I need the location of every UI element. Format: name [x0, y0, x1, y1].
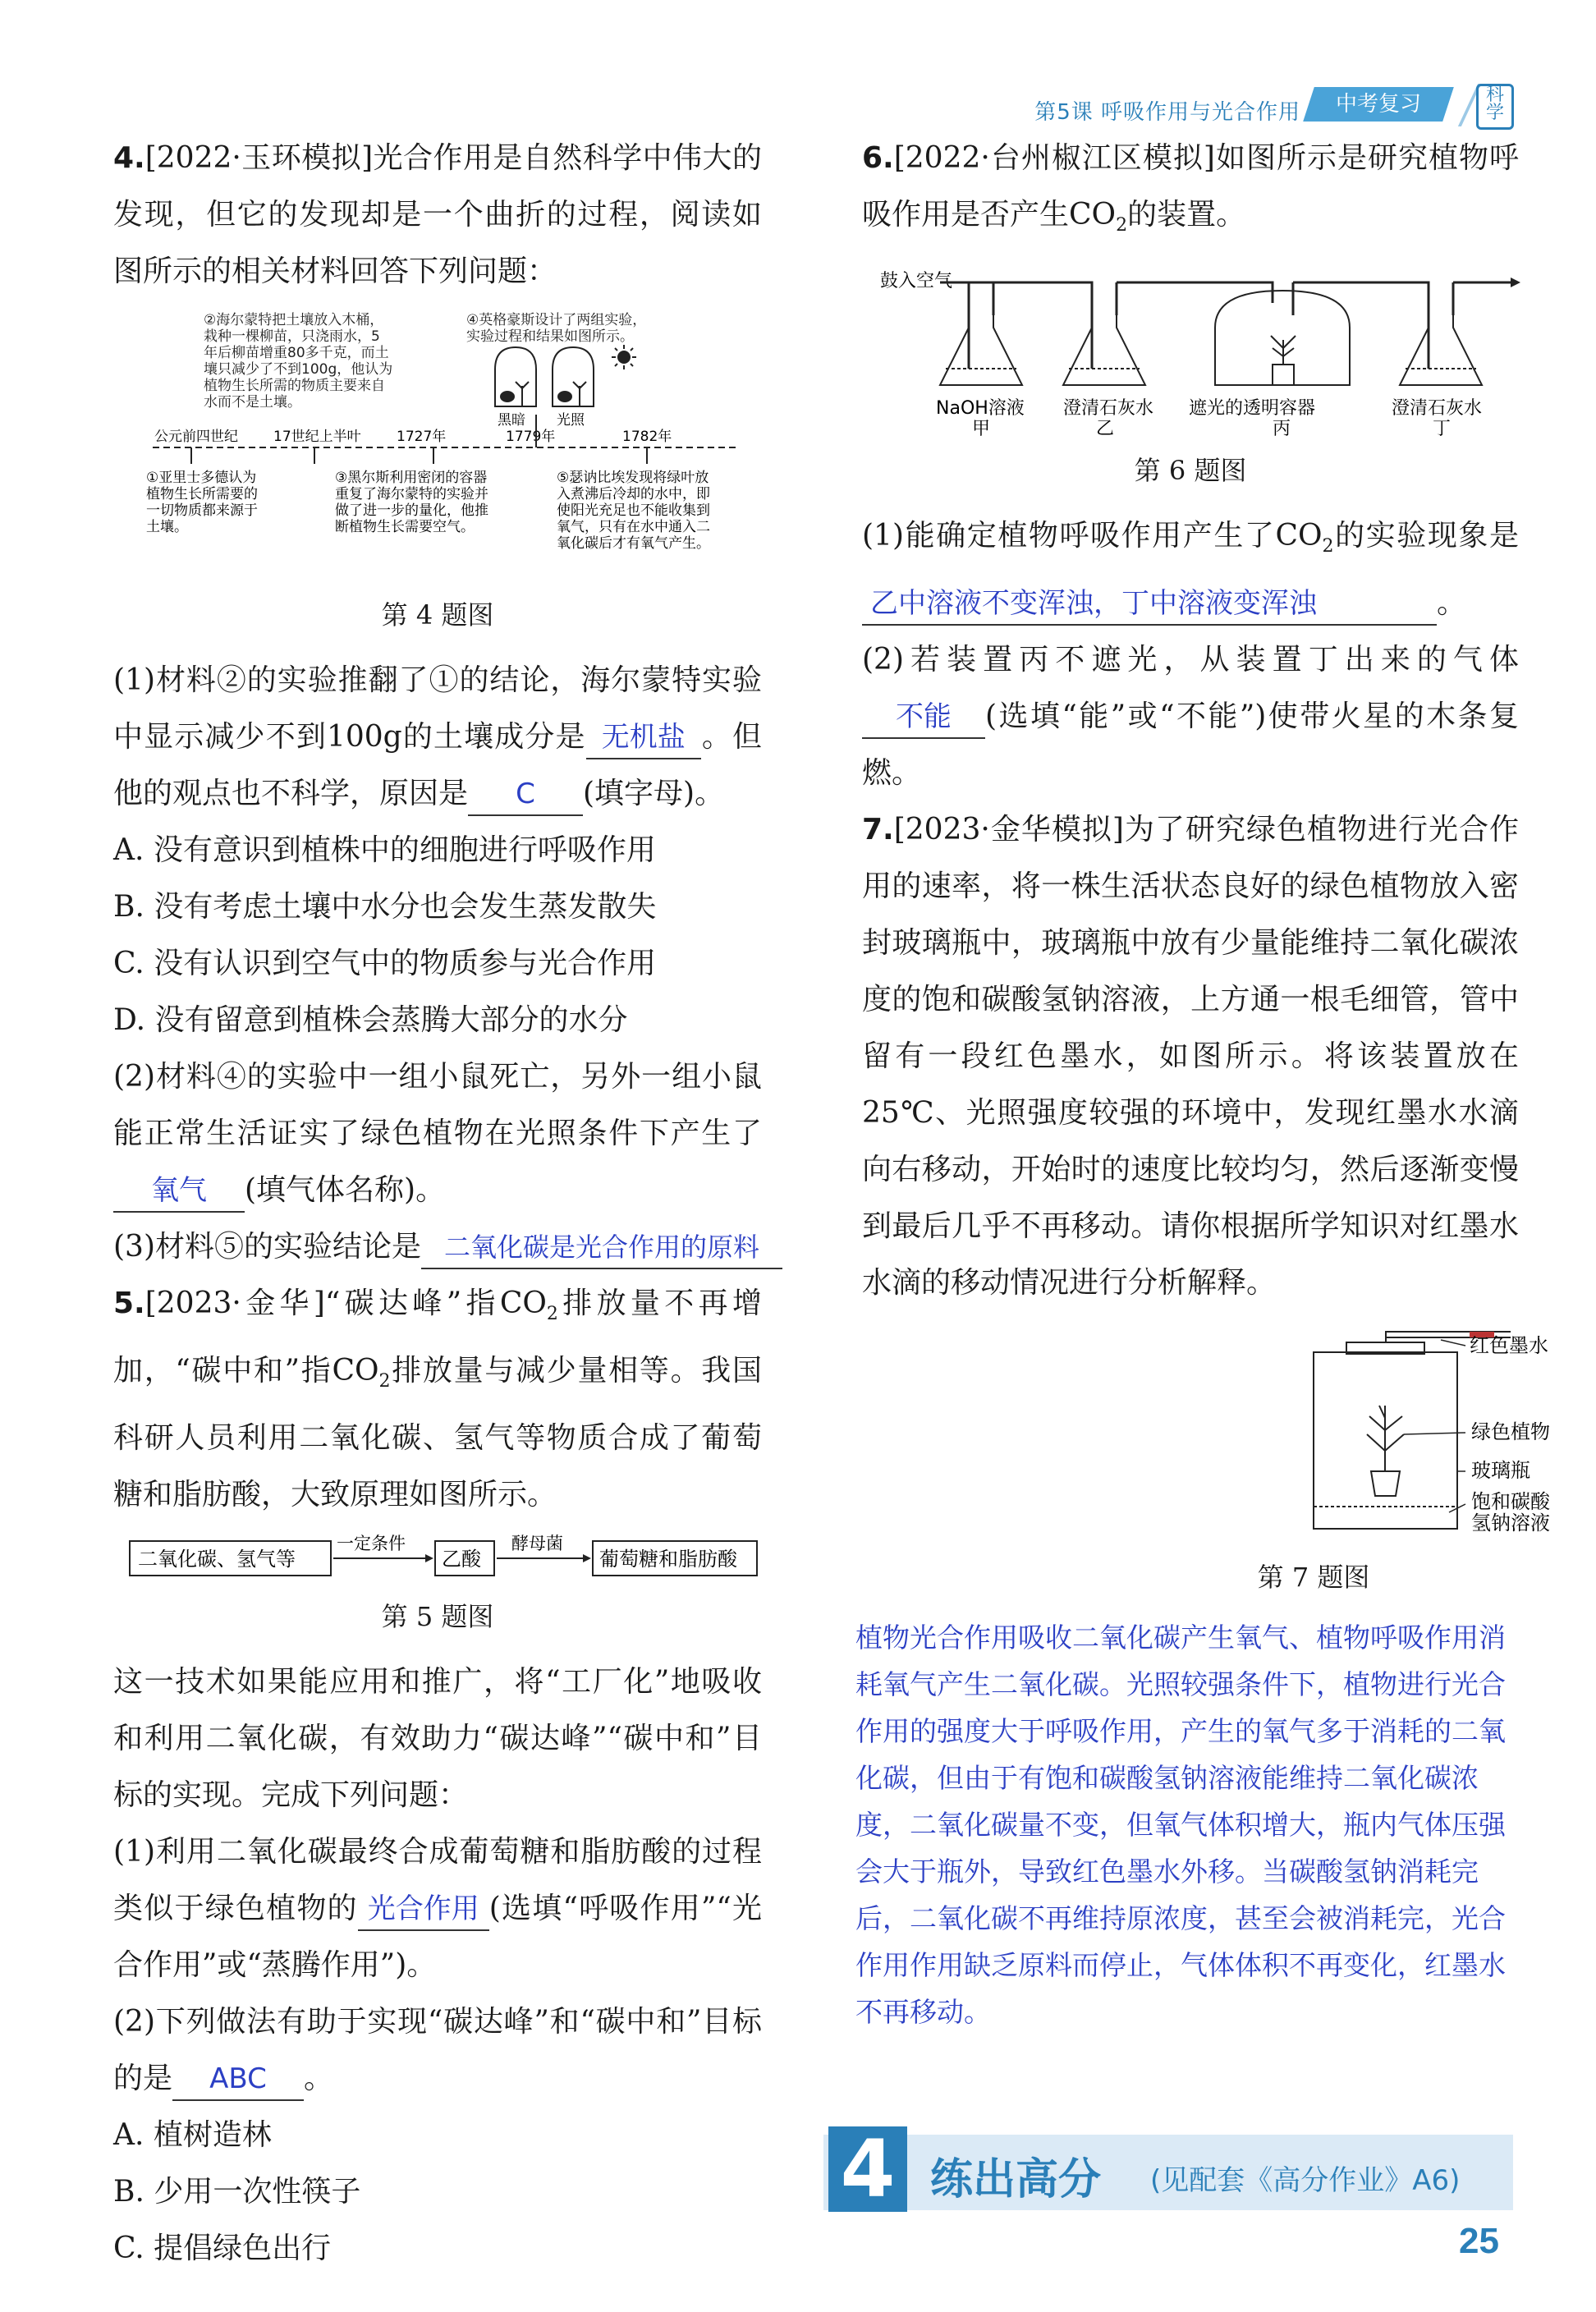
q6-p1-text2: 的实验现象是: [1333, 519, 1519, 553]
q7-label: 绿色植物: [1471, 1420, 1550, 1444]
flow-box-1: 二氧化碳、氢气等: [138, 1548, 296, 1571]
q4-m5-line: 使阳光充足也不能收集到: [557, 502, 710, 519]
leader-lines: [1404, 1340, 1465, 1512]
q6-figure: [862, 254, 1519, 440]
q4-stem: [113, 130, 762, 300]
dark-container-icon: [1215, 291, 1350, 385]
q6-p2-text: (2)若装置丙不遮光，从装置丁出来的气体: [862, 643, 1519, 677]
timeline-label: 1782年: [622, 429, 672, 445]
q4-stem-text: [2022·玉环模拟]光合作用是自然科学中伟大的发现，但它的发现却是一个曲折的过程，阅读如图所示的相关材料回答下列问题：: [113, 141, 762, 288]
page-number: 25: [1459, 2221, 1499, 2261]
apparatus-label: 澄清石灰水: [1392, 398, 1483, 420]
q4-answer-2: C: [468, 773, 583, 816]
gas-tube: [940, 282, 1511, 369]
q4-p2-text: (2)材料④的实验中一组小鼠死亡，另外一组小鼠能正常生活证实了绿色植物在光照条件下产生了: [113, 1060, 762, 1150]
q4-m4-line: ④英格豪斯设计了两组实验，: [466, 312, 647, 328]
q4-number: 4.: [113, 141, 145, 175]
q5-p2-text2: 。: [304, 2062, 334, 2096]
q6-stem-text: [2022·台州椒江区模拟]如图所示是研究植物呼吸作用是否产生CO: [862, 141, 1519, 232]
q4-m1-line: 土壤。: [146, 519, 188, 535]
q4-answer-1: 无机盐: [586, 717, 701, 759]
q4-p3-text: (3)材料⑤的实验结论是: [113, 1230, 421, 1264]
q4-option: D. 没有留意到植株会蒸腾大部分的水分: [113, 1003, 628, 1037]
q5-answer-2: ABC: [172, 2058, 304, 2101]
q4-part2: [113, 1048, 762, 1218]
q4-part1: [113, 652, 762, 822]
flow-box-3: 葡萄糖和脂肪酸: [599, 1548, 737, 1571]
q4-m2-line: 植物生长所需的物质主要来自: [204, 378, 385, 394]
q6-number: 6.: [862, 141, 894, 175]
flow-box-2: 乙酸: [442, 1548, 481, 1571]
q4-m5-line: 氧气，只有在水中通入二: [557, 519, 710, 535]
practice-banner: [823, 2123, 1513, 2215]
q4-timeline-diagram: [113, 300, 762, 579]
banner-note: (见配套《高分作业》A6): [1150, 2164, 1461, 2197]
apparatus-tag: 乙: [1096, 419, 1115, 440]
lesson-title: 第5课 呼吸作用与光合作用: [1034, 100, 1300, 125]
q4-m3-line: ③黑尔斯利用密闭的容器: [335, 470, 488, 486]
bell-jar-dark-icon: [495, 347, 536, 406]
q6-part1: (1)能确定植物呼吸作用产生了$CO_2$的实验现象是乙中溶液不变浑浊，丁中溶液变浑浊 。: [862, 507, 1519, 631]
q7-answer: 植物光合作用吸收二氧化碳产生氧气、植物呼吸作用消耗氧气产生二氧化碳。光照较强条件下，植物进行光合作用的强度大于呼吸作用，产生的氧气多于消耗的二氧化碳，但由于有饱和碳酸氢钠溶液能维持二氧化碳浓度，二氧化碳量不变，但氧气体积增大，瓶内气体压强会大于瓶外，导致红色墨水外移。当碳酸氢钠消耗完后，二氧化碳不再维持原浓度，甚至会被消耗完，光合作用作用缺乏原料而停止，气体体积不再变化，红墨水不再移动。: [855, 1622, 1506, 2029]
q7-stem-text: [2023·金华模拟]为了研究绿色植物进行光合作用的速率，将一株生活状态良好的绿色植物放入密封玻璃瓶中，玻璃瓶中放有少量能维持二氧化碳浓度的饱和碳酸氢钠溶液，上方通一根毛细管，管中留有一段红色墨水，如图所示。将该装置放在25℃、光照强度较强的环境中，发现红墨水水滴向右移动，开始时的速度比较均匀，然后逐渐变慢到最后几乎不再移动。请你根据所学知识对红墨水水滴的移动情况进行分析解释。: [862, 813, 1519, 1300]
timeline-label: 17世纪上半叶: [273, 429, 361, 445]
outlet-arrow-icon: [1511, 278, 1520, 287]
q5-stem-text: [2023·金华]“碳达峰”指CO: [144, 1287, 547, 1320]
banner-number: 4: [828, 2126, 907, 2212]
q5-p1-text: (1)利用二氧化碳最终合成葡萄糖和脂肪酸的过程类似于绿色植物的: [113, 1835, 762, 1926]
q4-option: C. 没有认识到空气中的物质参与光合作用: [113, 947, 657, 980]
timeline-label: 1779年: [506, 429, 556, 445]
q5-flow-diagram: [113, 1523, 762, 1580]
q5-part2: [113, 1993, 762, 2107]
q5-part1: [113, 1823, 762, 1993]
air-inlet-label: 鼓入空气: [880, 271, 953, 292]
right-column: [855, 130, 1550, 2035]
q4-m3-line: 做了进一步的量化，他推: [335, 502, 488, 519]
q5-figure: [113, 1523, 762, 1580]
subject-tab: 科学: [1476, 84, 1514, 130]
q4-caption: 第 4 题图: [381, 599, 494, 631]
q4-m3-line: 断植物生长需要空气。: [335, 519, 475, 535]
q4-m2-line: 栽种一棵柳苗，只浇雨水，5: [204, 328, 380, 345]
q7-label: 饱和碳酸: [1471, 1490, 1550, 1514]
q4-m3-line: 重复了海尔蒙特的实验并: [335, 486, 488, 502]
timeline-label: 公元前四世纪: [154, 429, 238, 445]
q4-m5-line: 入煮沸后冷却的水中，即: [557, 486, 710, 502]
q7-apparatus-diagram: [862, 1328, 1550, 1541]
q4-m2-line: 年后柳苗增重80多千克，而土: [204, 345, 389, 361]
q5-p2-text: (2)下列做法有助于实现“碳达峰”和“碳中和”目标的是: [113, 2005, 762, 2096]
q7-caption: 第 7 题图: [1257, 1562, 1370, 1594]
q4-answer-4: 二氧化碳是光合作用的原料: [421, 1227, 782, 1269]
review-badge: [1303, 87, 1454, 122]
flow-arrow-label-2: 酵母菌: [511, 1534, 563, 1554]
q5-answer-1: 光合作用: [358, 1888, 489, 1931]
q6-stem-text: 的装置。: [1127, 198, 1246, 232]
flow-arrow-label-1: 一定条件: [337, 1534, 406, 1554]
q6-part2: [862, 631, 1519, 801]
q4-p1-text2: 。但他的观点也不科学，原因是: [113, 720, 762, 810]
q6-p1-text: (1)能确定植物呼吸作用产生了CO: [862, 519, 1323, 553]
q7-label: 红色墨水: [1470, 1334, 1548, 1358]
q4-m1-line: 一切物质都来源于: [146, 502, 258, 519]
q4-m1-line: ①亚里士多德认为: [146, 470, 257, 486]
q6-answer-2: 不能: [862, 696, 985, 739]
q5-stem-text: 排放量与减少量相等。我国科研人员利用二氧化碳、氢气等物质合成了葡萄糖和脂肪酸，大致原理如图所示。: [113, 1354, 762, 1512]
q5-option: B. 少用一次性筷子: [113, 2175, 361, 2209]
bell-jar-light-icon: [553, 347, 594, 406]
apparatus-tag: 丁: [1433, 419, 1452, 440]
q4-part3: [113, 1218, 762, 1275]
q4-option: A. 没有意识到植株中的细胞进行呼吸作用: [113, 833, 656, 867]
timeline-label: 1727年: [397, 429, 447, 445]
q4-p1-text: (1)材料②的实验推翻了①的结论，海尔蒙特实验中显示减少不到100g的土壤成分是: [113, 663, 762, 754]
q7-stem: [862, 801, 1519, 1311]
q5-stem-text: 排放量不再增加，“碳中和”指CO: [113, 1287, 762, 1388]
apparatus-tag: 甲: [972, 419, 991, 440]
light-label: 光照: [557, 412, 585, 429]
q7-label: 氢钠溶液: [1471, 1512, 1550, 1535]
dark-label: 黑暗: [498, 412, 525, 429]
q4-m5-line: ⑤瑟讷比埃发现将绿叶放: [557, 470, 709, 486]
q4-m4-line: 实验过程和结果如图所示。: [466, 328, 634, 345]
q5-option: C. 提倡绿色出行: [113, 2232, 332, 2266]
q4-answer-3: 氧气: [113, 1170, 245, 1213]
q7-label: 玻璃瓶: [1471, 1459, 1530, 1483]
q5-p1-text2: (选填“呼吸作用”“光合作用”或“蒸腾作用”)。: [113, 1892, 762, 1983]
q4-m2-line: 水而不是土壤。: [204, 394, 301, 411]
q4-m5-line: 氧化碳后才有氧气产生。: [557, 535, 710, 552]
q6-stem: 6.[2022·台州椒江区模拟]如图所示是研究植物呼吸作用是否产生$CO_2$的装置。: [862, 141, 1519, 236]
q6-p2-text2: (选填“能”或“不能”)使带火星的木条复燃。: [862, 700, 1519, 791]
left-column: [113, 130, 762, 2277]
q4-option: B. 没有考虑土壤中水分也会发生蒸发散失: [113, 890, 657, 924]
q4-m2-line: 壤只减少了不到100g，他认为: [204, 361, 393, 378]
flask-icon: [940, 291, 1482, 385]
q4-m2-line: ②海尔蒙特把土壤放入木桶，: [204, 312, 384, 328]
q7-number: 7.: [862, 813, 894, 847]
apparatus-tag: 丙: [1273, 419, 1291, 440]
banner-title: 练出高分: [930, 2155, 1102, 2204]
q6-caption: 第 6 题图: [1134, 455, 1247, 487]
q4-m1-line: 植物生长所需要的: [146, 486, 258, 502]
apparatus-label: NaOH溶液: [936, 398, 1025, 420]
q6-answer-1: 乙中溶液不变浑浊，丁中溶液变浑浊: [862, 583, 1437, 626]
q5-stem: 5.[2023·金华]“碳达峰”指$CO_2$排放量不再增加，“碳中和”指$CO_2$排放量与减少量相等。我国科研人员利用二氧化碳、氢气等物质合成了葡萄糖和脂肪酸，大致原理如图所示。: [113, 1287, 762, 1512]
q5-option: A. 植树造林: [113, 2118, 272, 2153]
q7-figure: [862, 1328, 1550, 1541]
apparatus-label: 遮光的透明容器: [1189, 398, 1316, 420]
q5-number: 5.: [113, 1287, 145, 1320]
q4-figure: [113, 300, 762, 579]
q6-p1-text3: 。: [1437, 586, 1467, 621]
q4-p1-text3: (填字母)。: [583, 777, 725, 810]
q5-paragraph: 这一技术如果能应用和推广，将“工厂化”地吸收和利用二氧化碳，有效助力“碳达峰”“碳中和”目标的实现。完成下列问题：: [113, 1665, 762, 1813]
q5-caption: 第 5 题图: [381, 1601, 494, 1633]
sun-icon: [612, 345, 636, 369]
q4-p2-text2: (填气体名称)。: [245, 1173, 446, 1207]
review-badge-label: 中考复习: [1335, 92, 1421, 117]
apparatus-label: 澄清石灰水: [1063, 398, 1154, 420]
q6-apparatus-diagram: [862, 254, 1519, 440]
